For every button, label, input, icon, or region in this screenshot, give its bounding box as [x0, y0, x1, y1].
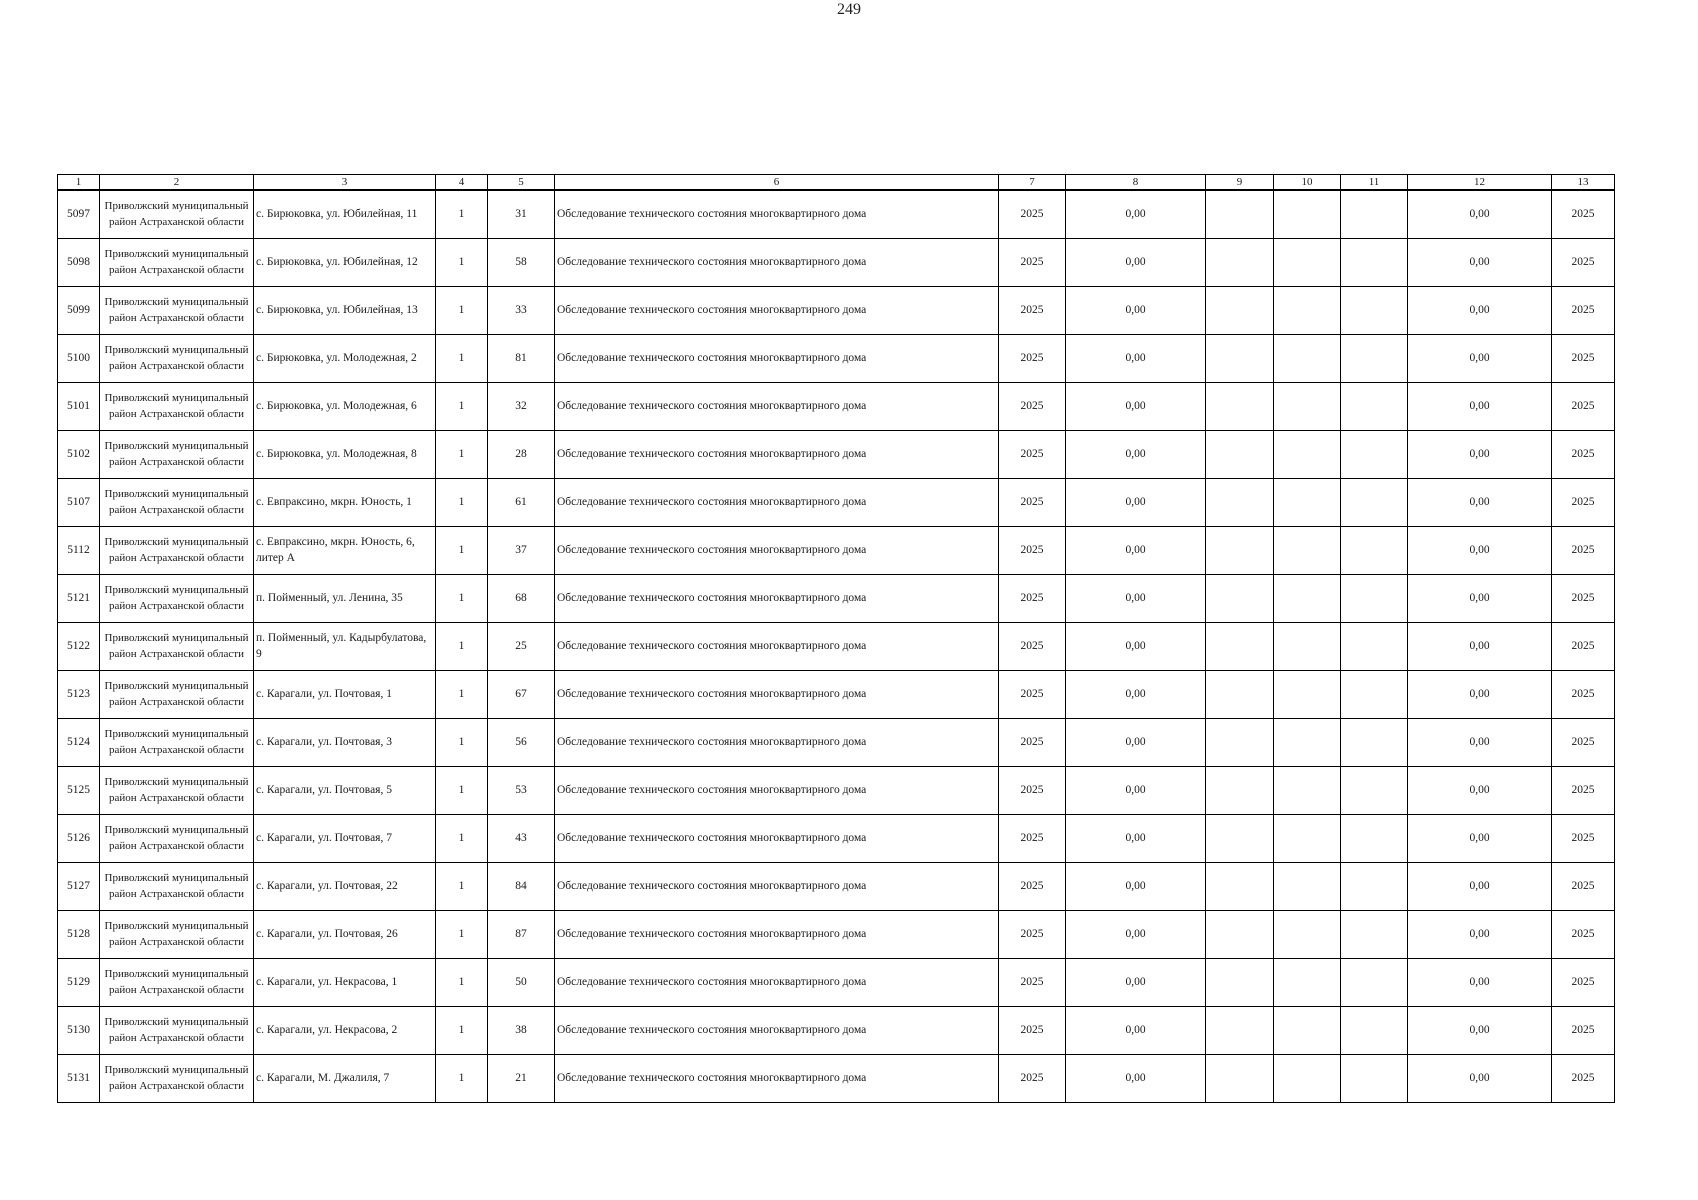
apartments-cell: 58: [488, 238, 555, 286]
table-row: [58, 766, 1615, 814]
work-type-cell: Обследование технического состояния многоквартирного дома: [555, 1006, 999, 1054]
cost-cell: 0,00: [1066, 574, 1206, 622]
address-cell: с. Карагали, ул. Некрасова, 2: [254, 1006, 436, 1054]
year-cell: 2025: [999, 766, 1066, 814]
municipality-cell: Приволжский муниципальный район Астраханской области: [100, 286, 254, 334]
apartments-cell: 43: [488, 814, 555, 862]
apartments-cell: 50: [488, 958, 555, 1006]
cost-cell: 0,00: [1066, 238, 1206, 286]
municipality-cell: Приволжский муниципальный район Астраханской области: [100, 958, 254, 1006]
col11-cell: [1341, 670, 1408, 718]
type-cell: 1: [436, 574, 488, 622]
apartments-cell: 21: [488, 1054, 555, 1102]
col13-cell: 2025: [1552, 814, 1615, 862]
address-cell: с. Карагали, ул. Почтовая, 3: [254, 718, 436, 766]
col9-cell: [1206, 1054, 1274, 1102]
col10-cell: [1274, 238, 1341, 286]
col12-cell: 0,00: [1408, 862, 1552, 910]
col13-cell: 2025: [1552, 190, 1615, 238]
col9-cell: [1206, 814, 1274, 862]
address-cell: с. Бирюковка, ул. Юбилейная, 12: [254, 238, 436, 286]
col13-cell: 2025: [1552, 430, 1615, 478]
col11-cell: [1341, 958, 1408, 1006]
col12-cell: 0,00: [1408, 766, 1552, 814]
column-header-3: 3: [254, 175, 436, 191]
work-type-cell: Обследование технического состояния многоквартирного дома: [555, 1054, 999, 1102]
table-row: [58, 190, 1615, 238]
work-type-cell: Обследование технического состояния многоквартирного дома: [555, 814, 999, 862]
year-cell: 2025: [999, 526, 1066, 574]
col9-cell: [1206, 430, 1274, 478]
row-number: 5131: [58, 1054, 100, 1102]
table-body: [58, 190, 1615, 1102]
col9-cell: [1206, 526, 1274, 574]
col9-cell: [1206, 574, 1274, 622]
address-cell: с. Карагали, М. Джалиля, 7: [254, 1054, 436, 1102]
col10-cell: [1274, 622, 1341, 670]
cost-cell: 0,00: [1066, 1054, 1206, 1102]
col9-cell: [1206, 622, 1274, 670]
work-type-cell: Обследование технического состояния многоквартирного дома: [555, 766, 999, 814]
col13-cell: 2025: [1552, 238, 1615, 286]
apartments-cell: 81: [488, 334, 555, 382]
col9-cell: [1206, 190, 1274, 238]
cost-cell: 0,00: [1066, 862, 1206, 910]
table-row: [58, 430, 1615, 478]
table-header: [58, 175, 1615, 191]
cost-cell: 0,00: [1066, 478, 1206, 526]
column-header-1: 1: [58, 175, 100, 191]
year-cell: 2025: [999, 190, 1066, 238]
address-cell: с. Карагали, ул. Некрасова, 1: [254, 958, 436, 1006]
col11-cell: [1341, 862, 1408, 910]
work-type-cell: Обследование технического состояния многоквартирного дома: [555, 910, 999, 958]
apartments-cell: 28: [488, 430, 555, 478]
work-type-cell: Обследование технического состояния многоквартирного дома: [555, 478, 999, 526]
year-cell: 2025: [999, 574, 1066, 622]
col12-cell: 0,00: [1408, 910, 1552, 958]
row-number: 5127: [58, 862, 100, 910]
year-cell: 2025: [999, 814, 1066, 862]
col10-cell: [1274, 862, 1341, 910]
type-cell: 1: [436, 862, 488, 910]
cost-cell: 0,00: [1066, 190, 1206, 238]
municipality-cell: Приволжский муниципальный район Астраханской области: [100, 478, 254, 526]
address-cell: с. Карагали, ул. Почтовая, 1: [254, 670, 436, 718]
address-cell: с. Бирюковка, ул. Молодежная, 2: [254, 334, 436, 382]
column-header-8: 8: [1066, 175, 1206, 191]
col10-cell: [1274, 718, 1341, 766]
col13-cell: 2025: [1552, 1054, 1615, 1102]
work-type-cell: Обследование технического состояния многоквартирного дома: [555, 526, 999, 574]
apartments-cell: 33: [488, 286, 555, 334]
municipality-cell: Приволжский муниципальный район Астраханской области: [100, 382, 254, 430]
year-cell: 2025: [999, 1054, 1066, 1102]
cost-cell: 0,00: [1066, 622, 1206, 670]
apartments-cell: 67: [488, 670, 555, 718]
municipality-cell: Приволжский муниципальный район Астраханской области: [100, 910, 254, 958]
apartments-cell: 56: [488, 718, 555, 766]
table-row: [58, 238, 1615, 286]
municipality-cell: Приволжский муниципальный район Астраханской области: [100, 862, 254, 910]
header-row: [58, 175, 1615, 191]
municipality-cell: Приволжский муниципальный район Астраханской области: [100, 670, 254, 718]
col9-cell: [1206, 286, 1274, 334]
table-row: [58, 910, 1615, 958]
work-type-cell: Обследование технического состояния многоквартирного дома: [555, 286, 999, 334]
work-type-cell: Обследование технического состояния многоквартирного дома: [555, 622, 999, 670]
table-row: [58, 334, 1615, 382]
col12-cell: 0,00: [1408, 382, 1552, 430]
row-number: 5129: [58, 958, 100, 1006]
apartments-cell: 38: [488, 1006, 555, 1054]
row-number: 5130: [58, 1006, 100, 1054]
col9-cell: [1206, 478, 1274, 526]
apartments-cell: 68: [488, 574, 555, 622]
col10-cell: [1274, 814, 1341, 862]
type-cell: 1: [436, 1006, 488, 1054]
col10-cell: [1274, 670, 1341, 718]
work-type-cell: Обследование технического состояния многоквартирного дома: [555, 430, 999, 478]
work-type-cell: Обследование технического состояния многоквартирного дома: [555, 718, 999, 766]
cost-cell: 0,00: [1066, 670, 1206, 718]
col11-cell: [1341, 718, 1408, 766]
address-cell: с. Карагали, ул. Почтовая, 7: [254, 814, 436, 862]
table-row: [58, 286, 1615, 334]
col13-cell: 2025: [1552, 718, 1615, 766]
col10-cell: [1274, 958, 1341, 1006]
type-cell: 1: [436, 670, 488, 718]
cost-cell: 0,00: [1066, 910, 1206, 958]
col9-cell: [1206, 1006, 1274, 1054]
table-row: [58, 622, 1615, 670]
municipality-cell: Приволжский муниципальный район Астраханской области: [100, 430, 254, 478]
cost-cell: 0,00: [1066, 958, 1206, 1006]
column-header-13: 13: [1552, 175, 1615, 191]
work-type-cell: Обследование технического состояния многоквартирного дома: [555, 382, 999, 430]
year-cell: 2025: [999, 238, 1066, 286]
municipality-cell: Приволжский муниципальный район Астраханской области: [100, 814, 254, 862]
year-cell: 2025: [999, 478, 1066, 526]
col12-cell: 0,00: [1408, 958, 1552, 1006]
col13-cell: 2025: [1552, 478, 1615, 526]
col11-cell: [1341, 766, 1408, 814]
municipality-cell: Приволжский муниципальный район Астраханской области: [100, 1006, 254, 1054]
table-row: [58, 670, 1615, 718]
type-cell: 1: [436, 1054, 488, 1102]
table-row: [58, 718, 1615, 766]
col12-cell: 0,00: [1408, 286, 1552, 334]
col10-cell: [1274, 910, 1341, 958]
municipality-cell: Приволжский муниципальный район Астраханской области: [100, 190, 254, 238]
col10-cell: [1274, 478, 1341, 526]
address-cell: с. Карагали, ул. Почтовая, 5: [254, 766, 436, 814]
column-header-5: 5: [488, 175, 555, 191]
col10-cell: [1274, 382, 1341, 430]
col13-cell: 2025: [1552, 958, 1615, 1006]
type-cell: 1: [436, 718, 488, 766]
column-header-6: 6: [555, 175, 999, 191]
col9-cell: [1206, 958, 1274, 1006]
cost-cell: 0,00: [1066, 718, 1206, 766]
type-cell: 1: [436, 334, 488, 382]
col12-cell: 0,00: [1408, 1006, 1552, 1054]
table-row: [58, 1006, 1615, 1054]
row-number: 5126: [58, 814, 100, 862]
row-number: 5123: [58, 670, 100, 718]
col13-cell: 2025: [1552, 910, 1615, 958]
col11-cell: [1341, 382, 1408, 430]
col11-cell: [1341, 814, 1408, 862]
row-number: 5125: [58, 766, 100, 814]
row-number: 5124: [58, 718, 100, 766]
municipality-cell: Приволжский муниципальный район Астраханской области: [100, 718, 254, 766]
col10-cell: [1274, 430, 1341, 478]
work-type-cell: Обследование технического состояния многоквартирного дома: [555, 190, 999, 238]
apartments-cell: 31: [488, 190, 555, 238]
row-number: 5098: [58, 238, 100, 286]
col11-cell: [1341, 526, 1408, 574]
cost-cell: 0,00: [1066, 766, 1206, 814]
apartments-cell: 53: [488, 766, 555, 814]
col13-cell: 2025: [1552, 1006, 1615, 1054]
cost-cell: 0,00: [1066, 286, 1206, 334]
col13-cell: 2025: [1552, 670, 1615, 718]
col10-cell: [1274, 1054, 1341, 1102]
work-type-cell: Обследование технического состояния многоквартирного дома: [555, 574, 999, 622]
year-cell: 2025: [999, 862, 1066, 910]
address-cell: с. Карагали, ул. Почтовая, 22: [254, 862, 436, 910]
cost-cell: 0,00: [1066, 382, 1206, 430]
apartments-cell: 25: [488, 622, 555, 670]
col13-cell: 2025: [1552, 382, 1615, 430]
table-row: [58, 382, 1615, 430]
address-cell: с. Бирюковка, ул. Молодежная, 8: [254, 430, 436, 478]
col11-cell: [1341, 286, 1408, 334]
cost-cell: 0,00: [1066, 1006, 1206, 1054]
row-number: 5101: [58, 382, 100, 430]
table-row: [58, 814, 1615, 862]
col11-cell: [1341, 910, 1408, 958]
municipality-cell: Приволжский муниципальный район Астраханской области: [100, 334, 254, 382]
type-cell: 1: [436, 430, 488, 478]
col11-cell: [1341, 238, 1408, 286]
col12-cell: 0,00: [1408, 238, 1552, 286]
col10-cell: [1274, 526, 1341, 574]
col11-cell: [1341, 622, 1408, 670]
col11-cell: [1341, 190, 1408, 238]
municipality-cell: Приволжский муниципальный район Астраханской области: [100, 766, 254, 814]
col13-cell: 2025: [1552, 574, 1615, 622]
col9-cell: [1206, 670, 1274, 718]
address-cell: п. Пойменный, ул. Кадырбулатова, 9: [254, 622, 436, 670]
table-row: [58, 958, 1615, 1006]
col11-cell: [1341, 1006, 1408, 1054]
column-header-12: 12: [1408, 175, 1552, 191]
cost-cell: 0,00: [1066, 430, 1206, 478]
col13-cell: 2025: [1552, 526, 1615, 574]
col12-cell: 0,00: [1408, 190, 1552, 238]
cost-cell: 0,00: [1066, 814, 1206, 862]
col12-cell: 0,00: [1408, 670, 1552, 718]
cost-cell: 0,00: [1066, 334, 1206, 382]
col11-cell: [1341, 478, 1408, 526]
type-cell: 1: [436, 526, 488, 574]
col12-cell: 0,00: [1408, 718, 1552, 766]
apartments-cell: 32: [488, 382, 555, 430]
year-cell: 2025: [999, 430, 1066, 478]
cost-cell: 0,00: [1066, 526, 1206, 574]
col13-cell: 2025: [1552, 286, 1615, 334]
col10-cell: [1274, 574, 1341, 622]
col12-cell: 0,00: [1408, 574, 1552, 622]
apartments-cell: 87: [488, 910, 555, 958]
col9-cell: [1206, 718, 1274, 766]
row-number: 5099: [58, 286, 100, 334]
col13-cell: 2025: [1552, 622, 1615, 670]
row-number: 5112: [58, 526, 100, 574]
col13-cell: 2025: [1552, 862, 1615, 910]
col9-cell: [1206, 766, 1274, 814]
year-cell: 2025: [999, 718, 1066, 766]
col12-cell: 0,00: [1408, 334, 1552, 382]
column-header-7: 7: [999, 175, 1066, 191]
col9-cell: [1206, 382, 1274, 430]
col9-cell: [1206, 862, 1274, 910]
work-type-cell: Обследование технического состояния многоквартирного дома: [555, 958, 999, 1006]
col10-cell: [1274, 1006, 1341, 1054]
col10-cell: [1274, 766, 1341, 814]
address-cell: с. Евпраксино, мкрн. Юность, 1: [254, 478, 436, 526]
year-cell: 2025: [999, 1006, 1066, 1054]
type-cell: 1: [436, 766, 488, 814]
row-number: 5100: [58, 334, 100, 382]
address-cell: с. Карагали, ул. Почтовая, 26: [254, 910, 436, 958]
apartments-cell: 84: [488, 862, 555, 910]
table-row: [58, 862, 1615, 910]
table-row: [58, 574, 1615, 622]
year-cell: 2025: [999, 334, 1066, 382]
column-header-9: 9: [1206, 175, 1274, 191]
work-type-cell: Обследование технического состояния многоквартирного дома: [555, 862, 999, 910]
col10-cell: [1274, 286, 1341, 334]
year-cell: 2025: [999, 958, 1066, 1006]
apartments-cell: 37: [488, 526, 555, 574]
column-header-11: 11: [1341, 175, 1408, 191]
type-cell: 1: [436, 622, 488, 670]
municipality-cell: Приволжский муниципальный район Астраханской области: [100, 574, 254, 622]
col12-cell: 0,00: [1408, 1054, 1552, 1102]
year-cell: 2025: [999, 910, 1066, 958]
col13-cell: 2025: [1552, 766, 1615, 814]
apartments-cell: 61: [488, 478, 555, 526]
col10-cell: [1274, 334, 1341, 382]
col11-cell: [1341, 1054, 1408, 1102]
address-cell: с. Бирюковка, ул. Юбилейная, 11: [254, 190, 436, 238]
work-type-cell: Обследование технического состояния многоквартирного дома: [555, 670, 999, 718]
municipality-cell: Приволжский муниципальный район Астраханской области: [100, 238, 254, 286]
year-cell: 2025: [999, 286, 1066, 334]
year-cell: 2025: [999, 382, 1066, 430]
col12-cell: 0,00: [1408, 526, 1552, 574]
type-cell: 1: [436, 910, 488, 958]
type-cell: 1: [436, 478, 488, 526]
work-type-cell: Обследование технического состояния многоквартирного дома: [555, 238, 999, 286]
type-cell: 1: [436, 958, 488, 1006]
work-type-cell: Обследование технического состояния многоквартирного дома: [555, 334, 999, 382]
col10-cell: [1274, 190, 1341, 238]
register-table: [57, 174, 1615, 1103]
type-cell: 1: [436, 286, 488, 334]
table-row: [58, 526, 1615, 574]
column-header-4: 4: [436, 175, 488, 191]
type-cell: 1: [436, 382, 488, 430]
type-cell: 1: [436, 238, 488, 286]
col12-cell: 0,00: [1408, 478, 1552, 526]
page-number: 249: [837, 1, 861, 18]
year-cell: 2025: [999, 670, 1066, 718]
row-number: 5128: [58, 910, 100, 958]
col13-cell: 2025: [1552, 334, 1615, 382]
col9-cell: [1206, 334, 1274, 382]
address-cell: с. Бирюковка, ул. Юбилейная, 13: [254, 286, 436, 334]
address-cell: п. Пойменный, ул. Ленина, 35: [254, 574, 436, 622]
row-number: 5102: [58, 430, 100, 478]
table-row: [58, 1054, 1615, 1102]
col11-cell: [1341, 430, 1408, 478]
address-cell: с. Бирюковка, ул. Молодежная, 6: [254, 382, 436, 430]
type-cell: 1: [436, 190, 488, 238]
col9-cell: [1206, 910, 1274, 958]
municipality-cell: Приволжский муниципальный район Астраханской области: [100, 622, 254, 670]
column-header-10: 10: [1274, 175, 1341, 191]
municipality-cell: Приволжский муниципальный район Астраханской области: [100, 1054, 254, 1102]
table-row: [58, 478, 1615, 526]
row-number: 5107: [58, 478, 100, 526]
row-number: 5121: [58, 574, 100, 622]
col11-cell: [1341, 334, 1408, 382]
col11-cell: [1341, 574, 1408, 622]
col12-cell: 0,00: [1408, 622, 1552, 670]
row-number: 5122: [58, 622, 100, 670]
municipality-cell: Приволжский муниципальный район Астраханской области: [100, 526, 254, 574]
type-cell: 1: [436, 814, 488, 862]
col9-cell: [1206, 238, 1274, 286]
year-cell: 2025: [999, 622, 1066, 670]
column-header-2: 2: [100, 175, 254, 191]
address-cell: с. Евпраксино, мкрн. Юность, 6, литер А: [254, 526, 436, 574]
row-number: 5097: [58, 190, 100, 238]
col12-cell: 0,00: [1408, 430, 1552, 478]
col12-cell: 0,00: [1408, 814, 1552, 862]
